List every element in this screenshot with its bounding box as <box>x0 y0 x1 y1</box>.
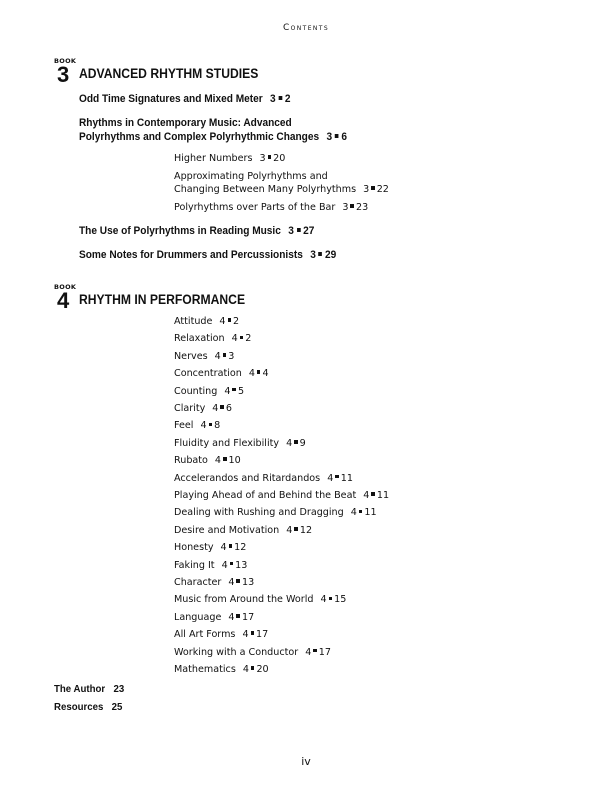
entry-title-line: Polyrhythms and Complex Polyrhythmic Changes <box>79 131 320 143</box>
book-3-label: BOOK <box>54 57 77 65</box>
subentry-title: Counting <box>174 385 218 397</box>
subentry-title-line: Changing Between Many Polyrhythms <box>174 184 357 195</box>
subentry-page-ref: 3 20 <box>259 153 286 164</box>
toc-subentry[interactable] <box>174 402 232 415</box>
bullet-icon <box>335 475 339 479</box>
bullet-icon <box>223 353 227 357</box>
subentry-page-ref: 3 23 <box>342 202 369 213</box>
book-4-label: BOOK <box>54 283 77 291</box>
bullet-icon <box>359 510 363 514</box>
book-3-title: ADVANCED RHYTHM STUDIES <box>79 66 259 81</box>
subentry-page-ref: 4 15 <box>320 594 347 606</box>
toc-subentry[interactable] <box>174 315 239 328</box>
entry-title: Resources <box>54 701 104 713</box>
toc-subentry[interactable] <box>174 541 246 554</box>
toc-entry-resources[interactable] <box>54 701 122 713</box>
subentry-title-line: Approximating Polyrhythms and <box>174 171 328 182</box>
toc-subentry[interactable] <box>174 472 353 485</box>
bullet-icon <box>297 228 301 232</box>
entry-page: 23 <box>113 683 125 695</box>
subentry-page-ref: 4 20 <box>242 664 269 675</box>
entry-title: Some Notes for Drummers and Percussionists <box>79 249 303 261</box>
toc-subentry[interactable] <box>174 170 389 196</box>
subentry-title: Nerves <box>174 350 208 362</box>
toc-subentry[interactable] <box>174 437 306 450</box>
subentry-page-ref: 4 2 <box>231 333 252 345</box>
toc-entry[interactable] <box>79 116 347 144</box>
subentry-title: Rubato <box>174 455 208 467</box>
page-number: iv <box>301 755 311 768</box>
toc-entry[interactable] <box>79 92 291 106</box>
subentry-page-ref: 4 11 <box>363 490 390 501</box>
bullet-icon <box>319 252 323 256</box>
subentry-page-ref: 4 12 <box>286 524 313 536</box>
subentry-page-ref: 4 10 <box>214 455 241 467</box>
subentry-title: Working with a Conductor <box>174 646 299 658</box>
bullet-icon <box>220 405 224 409</box>
bullet-icon <box>294 527 298 531</box>
toc-subentry[interactable] <box>174 524 312 537</box>
entry-page-ref: 3 27 <box>288 225 315 237</box>
subentry-title: Relaxation <box>174 333 225 345</box>
bullet-icon <box>251 666 255 670</box>
bullet-icon <box>251 631 255 635</box>
bullet-icon <box>223 457 227 461</box>
toc-subentry[interactable] <box>174 646 331 659</box>
book-3-number: 3 <box>57 62 70 87</box>
subentry-title: Language <box>174 611 222 623</box>
subentry-title: Polyrhythms over Parts of the Bar <box>174 202 336 213</box>
subentry-page-ref: 4 2 <box>219 316 240 327</box>
subentry-page-ref: 4 17 <box>228 611 255 623</box>
toc-subentry[interactable] <box>174 419 220 432</box>
entry-page-ref: 3 6 <box>326 131 347 143</box>
toc-subentry[interactable] <box>174 559 247 572</box>
subentry-page-ref: 4 17 <box>242 629 269 641</box>
subentry-title: Higher Numbers <box>174 153 253 164</box>
subentry-page-ref: 4 13 <box>228 577 255 588</box>
toc-subentry[interactable] <box>174 576 254 589</box>
bullet-icon <box>240 336 244 340</box>
entry-page-ref: 3 29 <box>310 249 337 261</box>
toc-subentry[interactable] <box>174 385 244 398</box>
subentry-title: Playing Ahead of and Behind the Beat <box>174 490 357 501</box>
bullet-icon <box>229 544 233 548</box>
toc-subentry[interactable] <box>174 201 368 214</box>
toc-subentry[interactable] <box>174 367 269 380</box>
subentry-page-ref: 4 12 <box>220 542 247 554</box>
subentry-page-ref: 4 9 <box>286 437 306 449</box>
toc-subentry[interactable] <box>174 663 269 676</box>
toc-subentry[interactable] <box>174 489 389 502</box>
entry-title: Odd Time Signatures and Mixed Meter <box>79 93 263 105</box>
subentry-title: Clarity <box>174 403 206 414</box>
subentry-title: Mathematics <box>174 664 236 675</box>
bullet-icon <box>228 318 232 322</box>
subentry-page-ref: 4 13 <box>221 559 248 571</box>
entry-page: 25 <box>111 701 123 713</box>
running-header: Contents <box>282 23 330 33</box>
bullet-icon <box>350 204 354 208</box>
bullet-icon <box>371 492 375 496</box>
subentry-page-ref: 3 22 <box>363 184 389 195</box>
subentry-title: Accelerandos and Ritardandos <box>174 472 321 484</box>
subentry-title: All Art Forms <box>174 629 236 641</box>
entry-title: The Use of Polyrhythms in Reading Music <box>79 225 281 237</box>
subentry-page-ref: 4 8 <box>200 420 221 432</box>
toc-subentry[interactable] <box>174 593 346 606</box>
bullet-icon <box>335 134 339 138</box>
entry-title: The Author <box>54 683 106 695</box>
subentry-title: Fluidity and Flexibility <box>174 437 280 449</box>
toc-entry-the-author[interactable] <box>54 683 124 695</box>
toc-subentry[interactable] <box>174 152 285 165</box>
entry-title-line: Rhythms in Contemporary Music: Advanced <box>79 117 292 129</box>
bullet-icon <box>313 649 317 653</box>
bullet-icon <box>236 579 240 583</box>
subentry-title: Feel <box>174 420 194 432</box>
bullet-icon <box>236 614 240 618</box>
subentry-title: Honesty <box>174 542 214 554</box>
subentry-page-ref: 4 11 <box>350 507 377 519</box>
bullet-icon <box>209 423 213 427</box>
toc-subentry[interactable] <box>174 611 254 624</box>
entry-page-ref: 3 2 <box>270 93 291 105</box>
book-4-title: RHYTHM IN PERFORMANCE <box>79 292 246 307</box>
bullet-icon <box>257 370 261 374</box>
bullet-icon <box>371 186 375 190</box>
subentry-page-ref: 4 4 <box>248 368 269 380</box>
subentry-page-ref: 4 17 <box>305 646 332 658</box>
subentry-page-ref: 4 3 <box>214 350 235 362</box>
subentry-title: Character <box>174 577 222 588</box>
toc-subentry[interactable] <box>174 454 241 467</box>
bullet-icon <box>268 155 272 159</box>
subentry-title: Dealing with Rushing and Dragging <box>174 507 344 519</box>
subentry-page-ref: 4 5 <box>224 385 245 397</box>
subentry-title: Concentration <box>174 368 242 380</box>
subentry-title: Attitude <box>174 316 213 327</box>
subentry-title: Desire and Motivation <box>174 524 280 536</box>
toc-entry[interactable] <box>79 248 336 262</box>
bullet-icon <box>294 440 298 444</box>
bullet-icon <box>230 562 234 566</box>
subentry-page-ref: 4 6 <box>212 403 233 414</box>
subentry-page-ref: 4 11 <box>327 472 354 484</box>
subentry-title: Faking It <box>174 559 215 571</box>
bullet-icon <box>278 96 282 100</box>
bullet-icon <box>329 597 333 601</box>
subentry-title: Music from Around the World <box>174 594 314 606</box>
toc-entry[interactable] <box>79 224 314 238</box>
bullet-icon <box>232 388 236 392</box>
book-4-number: 4 <box>57 288 70 313</box>
toc-subentry[interactable] <box>174 332 251 345</box>
toc-subentry[interactable] <box>174 628 268 641</box>
toc-subentry[interactable] <box>174 506 377 519</box>
toc-subentry[interactable] <box>174 350 234 363</box>
